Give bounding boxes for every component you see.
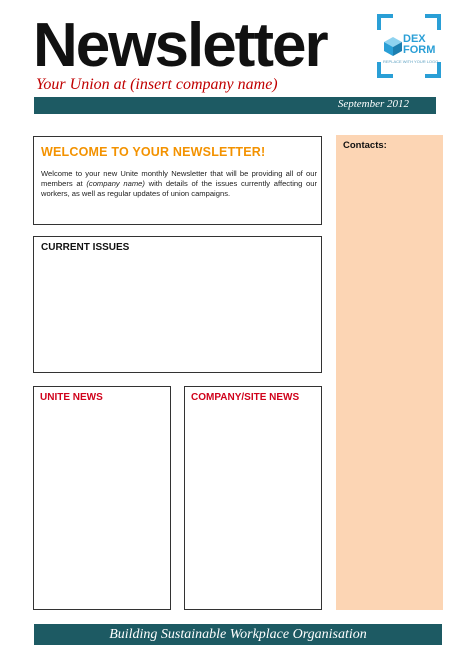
- contacts-sidebar: [336, 135, 443, 610]
- welcome-body-start: Welcome to your new Unite monthly Newsletter that will be providing all of our members at: [41, 169, 317, 188]
- unite-news-heading: UNITE NEWS: [40, 392, 103, 403]
- logo-line2: FORM: [403, 44, 436, 56]
- unite-news-box: [33, 386, 171, 610]
- union-subtitle: Your Union at (insert company name): [36, 76, 278, 93]
- company-logo: [377, 14, 441, 78]
- welcome-heading: WELCOME TO YOUR NEWSLETTER!: [41, 145, 266, 159]
- logo-line1: DEX: [403, 33, 426, 45]
- logo-tagline: REPLACE WITH YOUR LOGO: [383, 59, 439, 64]
- current-issues-box: [33, 236, 322, 373]
- company-news-box: [184, 386, 322, 610]
- contacts-heading: Contacts:: [343, 140, 387, 151]
- newsletter-title: Newsletter: [33, 11, 327, 80]
- issue-date: September 2012: [337, 98, 409, 110]
- logo-wordmark: [403, 34, 435, 56]
- company-name-placeholder: (company name): [86, 179, 145, 188]
- welcome-body: [41, 169, 317, 199]
- date-bar: [34, 97, 436, 114]
- company-news-heading: COMPANY/SITE NEWS: [191, 392, 300, 403]
- footer-slogan: Building Sustainable Workplace Organisation: [109, 627, 367, 642]
- box-icon: [384, 37, 402, 56]
- footer-bar: [34, 624, 442, 645]
- welcome-body-end: with details of the issues currently affecting our workers, as well as regular updates of union campaigns.: [41, 179, 317, 198]
- welcome-box: [33, 136, 322, 225]
- current-issues-heading: CURRENT ISSUES: [41, 242, 130, 253]
